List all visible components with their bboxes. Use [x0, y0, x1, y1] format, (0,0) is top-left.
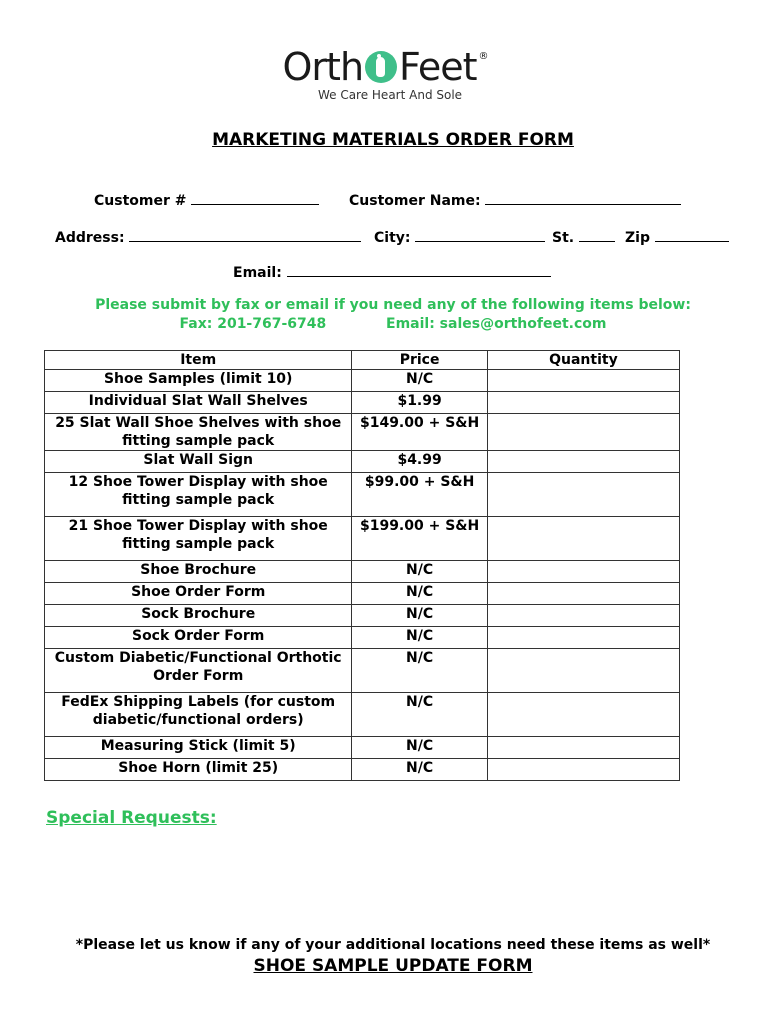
zip-field[interactable]: [625, 227, 729, 246]
price-cell: N/C: [352, 759, 487, 781]
quantity-cell[interactable]: [487, 370, 679, 392]
table-row: [45, 392, 680, 414]
logo-tagline: We Care Heart And Sole: [317, 88, 463, 102]
table-row: [45, 759, 680, 781]
logo-wordmark: [283, 44, 488, 90]
quantity-cell[interactable]: [487, 473, 679, 517]
item-cell: 21 Shoe Tower Display with shoe fitting sample pack: [45, 517, 352, 561]
price-cell: N/C: [352, 627, 487, 649]
quantity-cell[interactable]: [487, 517, 679, 561]
table-row: [45, 561, 680, 583]
state-field[interactable]: [552, 227, 615, 246]
quantity-cell[interactable]: [487, 583, 679, 605]
price-cell: $199.00 + S&H: [352, 517, 487, 561]
state-label: St.: [552, 230, 575, 246]
zip-label: Zip: [625, 230, 650, 246]
city-label: City:: [374, 230, 411, 246]
quantity-header: Quantity: [487, 351, 679, 370]
customer-name-blank[interactable]: [485, 190, 681, 205]
special-requests-heading: Special Requests:: [46, 808, 217, 828]
price-cell: $99.00 + S&H: [352, 473, 487, 517]
price-cell: N/C: [352, 605, 487, 627]
item-cell: Sock Brochure: [45, 605, 352, 627]
quantity-cell[interactable]: [487, 561, 679, 583]
item-cell: Custom Diabetic/Functional Orthotic Order Form: [45, 649, 352, 693]
table-row: [45, 370, 680, 392]
item-cell: Measuring Stick (limit 5): [45, 737, 352, 759]
address-label: Address:: [55, 230, 125, 246]
quantity-cell[interactable]: [487, 693, 679, 737]
page-title: MARKETING MATERIALS ORDER FORM: [212, 130, 574, 150]
quantity-cell[interactable]: [487, 605, 679, 627]
zip-blank[interactable]: [655, 227, 729, 242]
shoe-sample-update-title: SHOE SAMPLE UPDATE FORM: [253, 956, 533, 976]
item-cell: FedEx Shipping Labels (for custom diabetic/functional orders): [45, 693, 352, 737]
logo-text-right: Feet: [399, 45, 477, 89]
table-row: [45, 693, 680, 737]
item-cell: 25 Slat Wall Shoe Shelves with shoe fitting sample pack: [45, 414, 352, 451]
orthofeet-logo: [0, 44, 770, 102]
table-row: [45, 414, 680, 451]
footer-note: *Please let us know if any of your additional locations need these items as well*: [75, 937, 711, 953]
table-row: [45, 737, 680, 759]
city-blank[interactable]: [415, 227, 545, 242]
table-row: [45, 517, 680, 561]
customer-number-field[interactable]: [94, 190, 319, 209]
table-row: [45, 451, 680, 473]
customer-number-blank[interactable]: [191, 190, 319, 205]
price-header: Price: [352, 351, 487, 370]
item-cell: Slat Wall Sign: [45, 451, 352, 473]
item-cell: 12 Shoe Tower Display with shoe fitting sample pack: [45, 473, 352, 517]
quantity-cell[interactable]: [487, 392, 679, 414]
item-header: Item: [45, 351, 352, 370]
price-cell: N/C: [352, 561, 487, 583]
price-cell: $149.00 + S&H: [352, 414, 487, 451]
item-cell: Individual Slat Wall Shelves: [45, 392, 352, 414]
fax-number: Fax: 201-767-6748: [179, 316, 327, 332]
email-blank[interactable]: [287, 262, 551, 277]
price-cell: N/C: [352, 583, 487, 605]
contact-line: [0, 316, 770, 332]
table-row: [45, 627, 680, 649]
table-header-row: [45, 351, 680, 370]
quantity-cell[interactable]: [487, 451, 679, 473]
state-blank[interactable]: [579, 227, 615, 242]
price-cell: $1.99: [352, 392, 487, 414]
customer-name-label: Customer Name:: [349, 193, 481, 209]
address-field[interactable]: [55, 227, 361, 246]
foot-icon: [365, 51, 397, 83]
address-blank[interactable]: [129, 227, 361, 242]
customer-name-field[interactable]: [349, 190, 681, 209]
registered-mark: ®: [478, 51, 488, 62]
table-row: [45, 583, 680, 605]
email-field[interactable]: [233, 262, 551, 281]
item-cell: Shoe Order Form: [45, 583, 352, 605]
price-cell: N/C: [352, 370, 487, 392]
item-cell: Shoe Horn (limit 25): [45, 759, 352, 781]
email-address[interactable]: Email: sales@orthofeet.com: [386, 316, 607, 332]
price-cell: N/C: [352, 649, 487, 693]
city-field[interactable]: [374, 227, 545, 246]
quantity-cell[interactable]: [487, 627, 679, 649]
table-row: [45, 605, 680, 627]
submit-notice: Please submit by fax or email if you need any of the following items below:: [95, 297, 691, 313]
quantity-cell[interactable]: [487, 649, 679, 693]
quantity-cell[interactable]: [487, 737, 679, 759]
item-cell: Shoe Samples (limit 10): [45, 370, 352, 392]
quantity-cell[interactable]: [487, 759, 679, 781]
table-row: [45, 473, 680, 517]
items-table: [44, 350, 680, 781]
table-row: [45, 649, 680, 693]
customer-number-label: Customer #: [94, 193, 187, 209]
item-cell: Shoe Brochure: [45, 561, 352, 583]
price-cell: N/C: [352, 737, 487, 759]
email-label: Email:: [233, 265, 282, 281]
price-cell: N/C: [352, 693, 487, 737]
logo-text-left: Orth: [282, 45, 364, 89]
price-cell: $4.99: [352, 451, 487, 473]
item-cell: Sock Order Form: [45, 627, 352, 649]
quantity-cell[interactable]: [487, 414, 679, 451]
